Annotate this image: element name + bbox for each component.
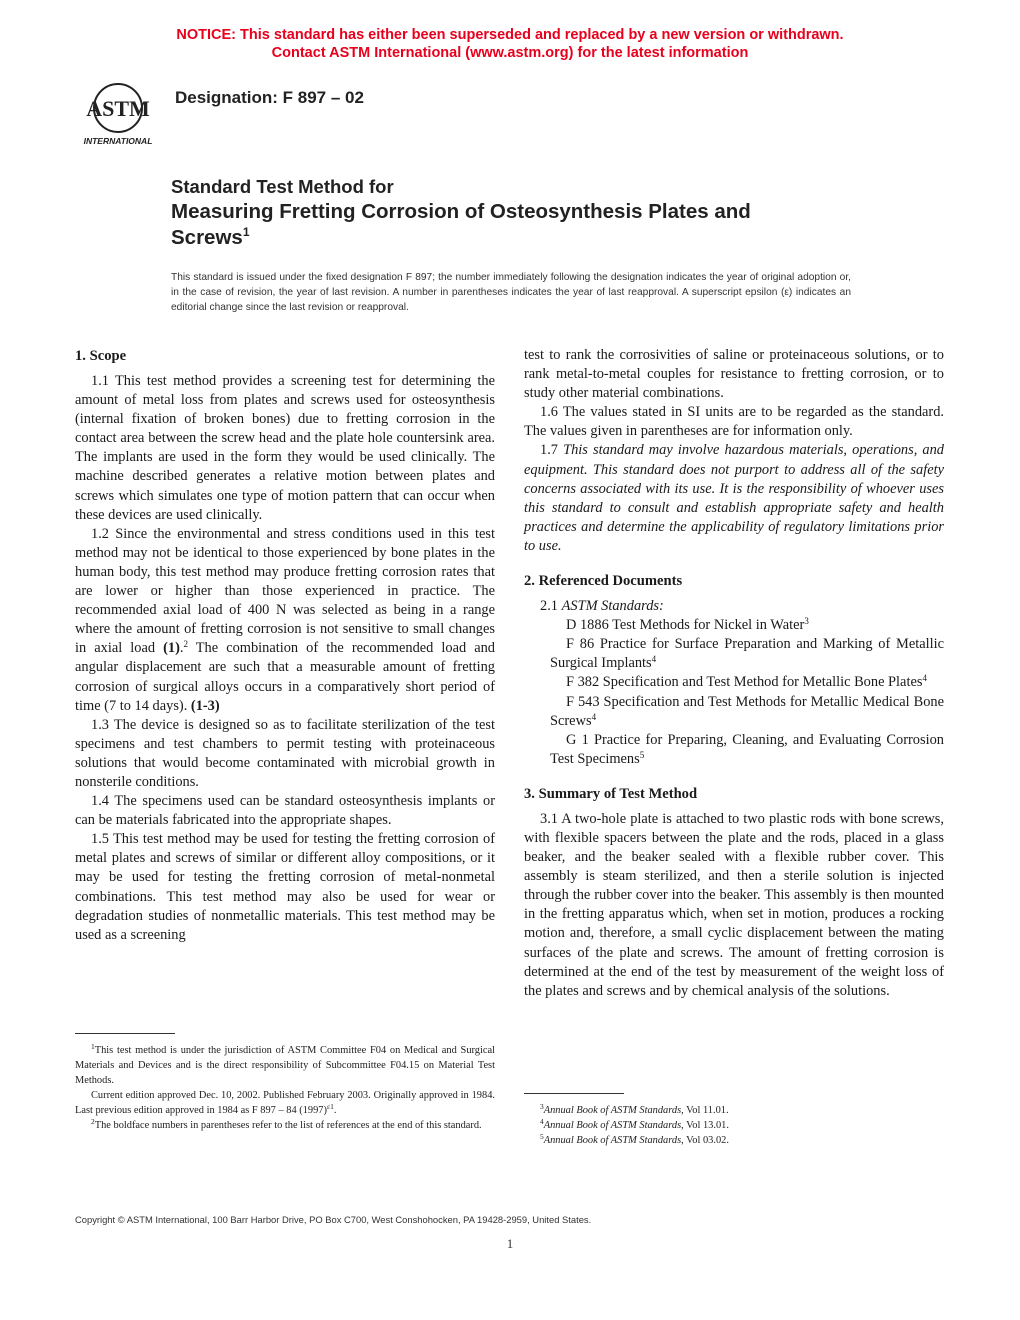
reference-item[interactable] [524, 693, 944, 731]
footnote-1-text: This test method is under the jurisdiction of ASTM Committee F04 on Medical and Surgical Materials and Devices and is the direct responsibility of Subcommittee F04.15 on Material Test Methods. [75, 1045, 495, 1086]
reference-item[interactable] [524, 731, 944, 769]
paragraph-1-2-text-a: 1.2 Since the environmental and stress conditions used in this test method may not be identical to those experienced by bone plates in the human body, this test method may produce fretting corrosion rates that are lower or higher than those experienced in practice. The recommended axial load of 400 N was selected as being in a range where the amount of fretting corrosion is not sensitive to small changes in axial load [75, 525, 495, 657]
reference-text: D 1886 Test Methods for Nickel in Water [566, 617, 805, 634]
title-footnote-mark: 1 [242, 225, 250, 239]
paragraph-1-4: 1.4 The specimens used can be standard osteosynthesis implants or can be materials fabricated into the appropriate shapes. [75, 793, 495, 829]
title-line-3: Screws [171, 226, 243, 249]
intro-text: ASTM Standards: [561, 598, 664, 615]
copyright-notice: Copyright © ASTM International, 100 Barr Harbor Drive, PO Box C700, West Conshohocken, PA 19428-2959, United States. [75, 1214, 592, 1225]
footnote-marker: 5 [540, 1132, 544, 1141]
footnote-source: Annual Book of ASTM Standards [543, 1120, 682, 1131]
paragraph-3-1: 3.1 A two-hole plate is attached to two plastic rods with bone screws, with flexible spacers between the plate and the rods, placed in a glass beaker, and the beaker sealed with a flexible rubber cover. This assembly is steam sterilized, and then a sterile solution is injected through the rubber cover into the beaker. This assembly is then mounted in the fretting apparatus which, when set in motion, produces a rocking motion and, therefore, a small cyclic displacement between the mating surfaces of the plate and screws. The amount of fretting corrosion is determined at the end of the test by measurement of the weight loss of the plates and screws and by chemical analysis of the solutions. [524, 810, 944, 999]
title-line-2: Measuring Fretting Corrosion of Osteosynthesis Plates and [171, 200, 751, 223]
preamble: This standard is issued under the fixed designation F 897; the number immediately following the designation indicates the year of original adoption or, in the case of revision, the year of last revision. A number in parentheses indicates the year of last reapproval. A superscript epsilon (ε) indicates an editorial change since the last revision or reapproval. [171, 272, 851, 313]
footnote-volume: , Vol 13.01. [681, 1120, 729, 1131]
paragraph-1-7-number: 1.7 [540, 442, 564, 459]
footnote-1b-end: . [333, 1105, 337, 1116]
footnote-marker: 3 [804, 616, 809, 627]
footnote-source: Annual Book of ASTM Standards [543, 1135, 682, 1146]
footnote-1b-text: Current edition approved Dec. 10, 2002. Published February 2003. Originally approved in 1984. Last previous edition approved in 1984 as F 897 – 84 (1997) [75, 1090, 495, 1116]
footnote-volume: , Vol 11.01. [681, 1105, 729, 1116]
safety-statement: This standard may involve hazardous materials, operations, and equipment. This standard does not purport to address all of the safety concerns associated with its use. It is the responsibility of whoever uses this standard to consult and establish appropriate safety and health practices and determine the applicability of regulatory limitations prior to use. [524, 442, 944, 554]
logo-subtext: INTERNATIONAL [83, 136, 153, 146]
section-heading-summary: 3. Summary of Test Method [524, 785, 698, 802]
reference-text: G 1 Practice for Preparing, Cleaning, and Evaluating Corrosion Test Specimens [550, 731, 944, 767]
paragraph-1-3: 1.3 The device is designed so as to facilitate sterilization of the test specimens and test chambers to permit testing with proteinaceous solutions that would become contaminated with microbial growth in nonsterile conditions. [75, 716, 495, 790]
epsilon-marker: ε1 [326, 1102, 334, 1111]
notice-line-2: Contact ASTM International (www.astm.org) for the latest information [271, 45, 749, 61]
reference-item[interactable] [524, 616, 944, 635]
footnote-volume: , Vol 03.02. [681, 1135, 729, 1146]
title-line-1: Standard Test Method for [171, 176, 394, 197]
footnote-2-text: The boldface numbers in parentheses refer to the list of references at the end of this standard. [94, 1120, 482, 1131]
astm-standards-intro [524, 597, 944, 616]
left-column [75, 346, 495, 945]
footnote-marker: 4 [651, 654, 657, 665]
footnote-marker: 5 [639, 749, 645, 760]
designation: Designation: F 897 – 02 [175, 88, 364, 107]
section-heading-referenced-documents: 2. Referenced Documents [524, 573, 683, 590]
footnote-marker: 2 [183, 639, 188, 650]
right-column [524, 346, 944, 1001]
page-number: 1 [506, 1236, 514, 1251]
footnote-marker: 4 [591, 711, 597, 722]
astm-logo-icon [72, 78, 164, 148]
footnote-marker: 2 [91, 1117, 95, 1126]
paragraph-1-5-continued: test to rank the corrosivities of saline or proteinaceous solutions, or to rank metal-to-metal couples for resistance to fretting corrosion, or to study other material combinations. [524, 347, 944, 402]
section-heading-scope: 1. Scope [75, 348, 127, 364]
paragraph-1-2: 1.2 Since the environmental and stress conditions used in this test method may not be identical to those experienced by bone plates in the human body, this test method may produce fretting corrosion rates that are lower or higher than those experienced in practice. The recommended axial load of 400 N was selected as being in a range where the amount of fretting corrosion is not sensitive to small changes in axial load (1).$^2$ The combination of the recommended load and angular displacement are such that a measurable amount of fretting corrosion of surgical alloys occurs in a comparatively short period of time (7 to 14 days). (1-3) [75, 525, 496, 714]
paragraph-1-7 [524, 441, 944, 556]
logo-text: ASTM [86, 96, 150, 121]
footnote-divider [75, 1033, 175, 1034]
paragraph-1-5: 1.5 This test method may be used for testing the fretting corrosion of metal plates and screws of similar or different alloy compositions, or it may be used for testing the fretting corrosion of metal-nonmetal combinations. This test method may also be used for wear or degradation studies of nonmetallic materials. This test method may be used as a screening [75, 831, 495, 943]
reference-item[interactable] [524, 673, 944, 692]
footnote-marker: 3 [540, 1102, 544, 1111]
reference-text: F 86 Practice for Surface Preparation and Marking of Metallic Surgical Implants [550, 636, 944, 672]
footnote-divider [524, 1093, 624, 1094]
footnote-source: Annual Book of ASTM Standards [543, 1105, 682, 1116]
withdrawal-notice [0, 26, 1020, 62]
footnote-marker: 4 [922, 673, 927, 684]
notice-line-1: NOTICE: This standard has either been superseded and replaced by a new version or withdrawn. [176, 27, 844, 43]
reference-link[interactable]: (1-3) [190, 697, 220, 714]
reference-text: F 382 Specification and Test Method for Metallic Bone Plates [566, 674, 923, 691]
paragraph-1-1: 1.1 This test method provides a screening test for determining the amount of metal loss from plates and screws used for osteosynthesis (internal fixation of broken bones) due to fretting corrosion in the contact area between the screw head and the plate hole countersink area. The implants are used in the form they would be used clinically. The machine described generates a relative motion between plates and screws which simulates one type of motion pattern that can occur when these devices are used clinically. [75, 373, 495, 523]
intro-number: 2.1 [540, 598, 562, 615]
left-footnotes [75, 1043, 495, 1133]
reference-item[interactable] [524, 635, 944, 673]
reference-link[interactable]: (1) [163, 640, 180, 657]
footnote-marker: 4 [540, 1117, 544, 1126]
paragraph-1-2-text-b: The combination of the recommended load and angular displacement are such that a measurable amount of fretting corrosion of surgical alloys occurs in a comparatively short period of time (7 to 14 days). [75, 640, 496, 714]
paragraph-1-6: 1.6 The values stated in SI units are to be regarded as the standard. The values given in parentheses are for information only. [524, 404, 944, 440]
footnote-marker: 1 [91, 1042, 95, 1051]
reference-text: F 543 Specification and Test Methods for Metallic Medical Bone Screws [550, 693, 944, 729]
right-footnotes [524, 1103, 944, 1148]
document-title [171, 175, 891, 251]
